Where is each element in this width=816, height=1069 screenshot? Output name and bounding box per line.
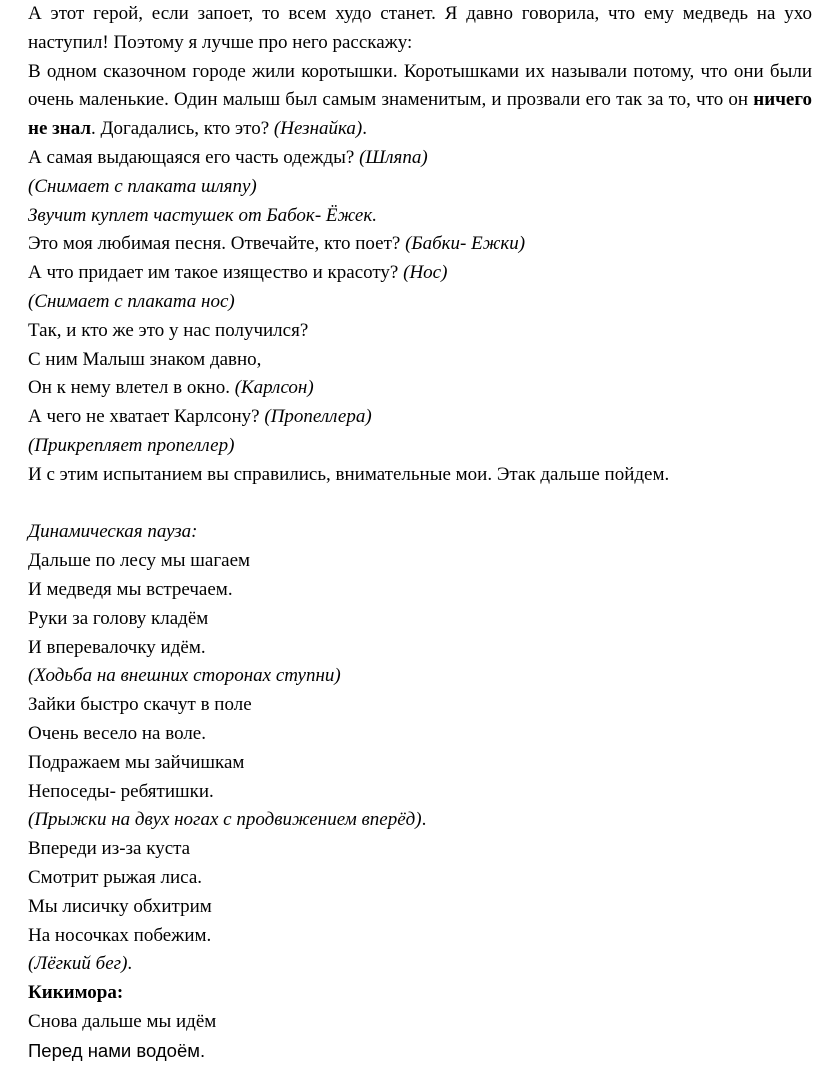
stage-direction-jump: (Прыжки на двух ногах с продвижением вперёд).: [28, 809, 427, 831]
poem-line: Зайки быстро скачут в поле: [28, 694, 252, 716]
answer-karlson: (Карлсон): [234, 377, 314, 399]
poem-line: Непоседы- ребятишки.: [28, 780, 214, 802]
answer-hat: (Шляпа): [359, 146, 428, 168]
poem-line: И вперевалочку идём.: [28, 636, 206, 658]
stage-direction-hat: (Снимает с плаката шляпу): [28, 175, 257, 197]
poem-line: Руки за голову кладём: [28, 607, 209, 629]
line-missing: А чего не хватает Карлсону? (Пропеллера): [28, 406, 372, 428]
pause-title: Динамическая пауза:: [28, 521, 198, 543]
line-window: Он к нему влетел в окно. (Карлсон): [28, 377, 314, 399]
line-who: Так, и кто же это у нас получился?: [28, 319, 309, 341]
answer-neznaika: (Незнайка): [273, 118, 363, 140]
poem-line-sans: Перед нами водоём.: [28, 1039, 206, 1061]
line-done: И с этим испытанием вы справились, внимательные мои. Этак дальше пойдем.: [28, 463, 670, 485]
paragraph-korotyshki: В одном сказочном городе жили коротышки. Коротышками их называли потому, что они были очень маленькие. Один малыш был самым знаменитым, и прозвали его так за то, что он ничего не знал. Догадались, кто это? (Незнайка).: [28, 60, 812, 140]
poem-line: Смотрит рыжая лиса.: [28, 866, 203, 888]
poem-line: Очень весело на воле.: [28, 722, 206, 744]
answer-propeller: (Пропеллера): [264, 406, 372, 428]
poem-line: Мы лисичку обхитрим: [28, 895, 212, 917]
stage-direction-run: (Лёгкий бег).: [28, 953, 133, 975]
line-song-question: Это моя любимая песня. Отвечайте, кто поет? (Бабки- Ежки): [28, 233, 526, 255]
poem-line: Впереди из-за куста: [28, 838, 191, 860]
poem-line: И медведя мы встречаем.: [28, 578, 233, 600]
stage-direction-nose: (Снимает с плаката нос): [28, 290, 235, 312]
stage-direction-walk: (Ходьба на внешних сторонах ступни): [28, 665, 341, 687]
line-malysh: С ним Малыш знаком давно,: [28, 348, 262, 370]
poem-line: Дальше по лесу мы шагаем: [28, 550, 251, 572]
line-hat-question: А самая выдающаяся его часть одежды? (Шляпа): [28, 146, 428, 168]
poem-line: Снова дальше мы идём: [28, 1010, 217, 1032]
blank-line: [0, 490, 812, 519]
stage-direction-propeller: (Прикрепляет пропеллер): [28, 434, 235, 456]
poem-line: На носочках побежим.: [28, 924, 212, 946]
poem-line: Подражаем мы зайчишкам: [28, 751, 245, 773]
answer-babki: (Бабки- Ежки): [405, 233, 526, 255]
answer-nose: (Нос): [403, 262, 448, 284]
bold-phrase: ничего не знал: [28, 89, 812, 140]
paragraph-intro: А этот герой, если запоет, то всем худо станет. Я давно говорила, что ему медведь на ухо наступил! Поэтому я лучше про него расскажу:: [28, 3, 812, 53]
speaker-kikimora: Кикимора:: [28, 982, 124, 1004]
line-nose-question: А что придает им такое изящество и красоту? (Нос): [28, 262, 448, 284]
stage-direction-song: Звучит куплет частушек от Бабок- Ёжек.: [28, 204, 377, 226]
